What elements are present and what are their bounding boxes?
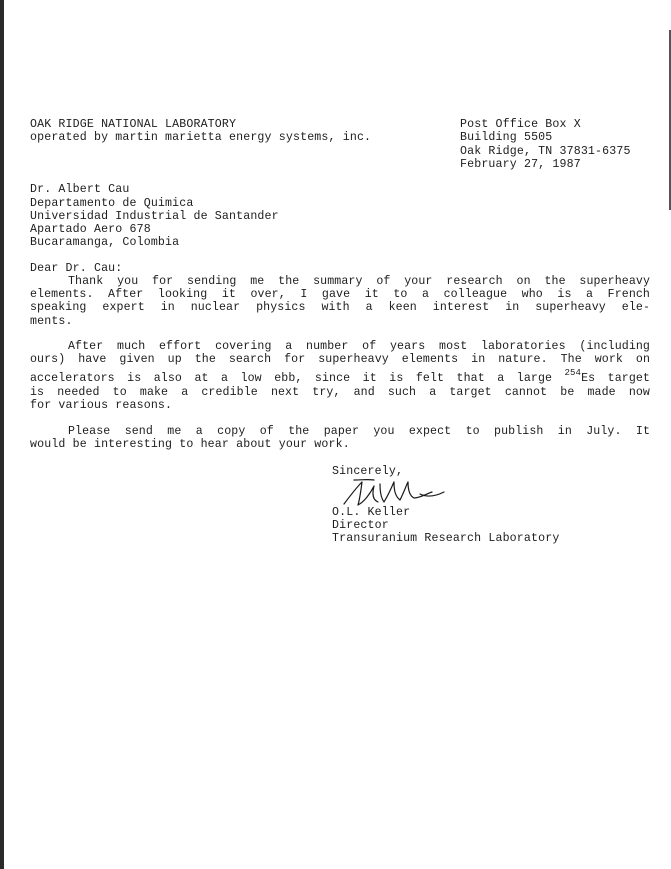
para1-line3: speaking expert in nuclear physics with a keen interest in superheavy ele-	[30, 301, 650, 314]
closing-sincerely: Sincerely,	[332, 465, 404, 478]
para3-line2: would be interesting to hear about your work.	[30, 438, 350, 451]
signatory-name: O.L. Keller	[332, 506, 411, 519]
para1-line4: ments.	[30, 315, 73, 328]
para2-line1: After much effort covering a number of years most laboratories (including	[68, 340, 650, 353]
sender-building: Building 5505	[460, 131, 553, 144]
recipient-name: Dr. Albert Cau	[30, 183, 130, 196]
signatory-title: Director	[332, 519, 389, 532]
recipient-univ: Universidad Industrial de Santander	[30, 210, 279, 223]
para1-line1: Thank you for sending me the summary of your research on the superheavy	[68, 275, 650, 288]
para2-line3-b: Es target	[581, 372, 650, 385]
sender-po-box: Post Office Box X	[460, 118, 581, 131]
letter-date: February 27, 1987	[460, 158, 581, 171]
para2-line3	[30, 368, 650, 386]
para3-line1: Please send me a copy of the paper you expect to publish in July. It	[68, 425, 650, 438]
scan-edge	[0, 0, 4, 869]
handwritten-signature	[340, 474, 450, 510]
isotope-superscript: 254	[564, 368, 582, 378]
para2-line5: for various reasons.	[30, 399, 173, 412]
recipient-box: Apartado Aero 678	[30, 223, 151, 236]
para2-line4: is needed to make a credible next try, and such a target cannot be made now	[30, 386, 650, 399]
para2-line3-a: accelerators is also at a low ebb, since it is felt that a large	[30, 372, 565, 385]
salutation: Dear Dr. Cau:	[30, 262, 123, 275]
recipient-dept: Departamento de Quimica	[30, 197, 194, 210]
recipient-city: Bucaramanga, Colombia	[30, 236, 180, 249]
signatory-unit: Transuranium Research Laboratory	[332, 532, 560, 545]
para2-line2: ours) have given up the search for superheavy elements in nature. The work on	[30, 353, 650, 366]
para1-line2: elements. After looking it over, I gave it to a colleague who is a French	[30, 288, 650, 301]
letterhead-org: OAK RIDGE NATIONAL LABORATORY	[30, 118, 237, 131]
letterhead-operator: operated by martin marietta energy systems, inc.	[30, 131, 372, 144]
sender-city: Oak Ridge, TN 37831-6375	[460, 145, 631, 158]
